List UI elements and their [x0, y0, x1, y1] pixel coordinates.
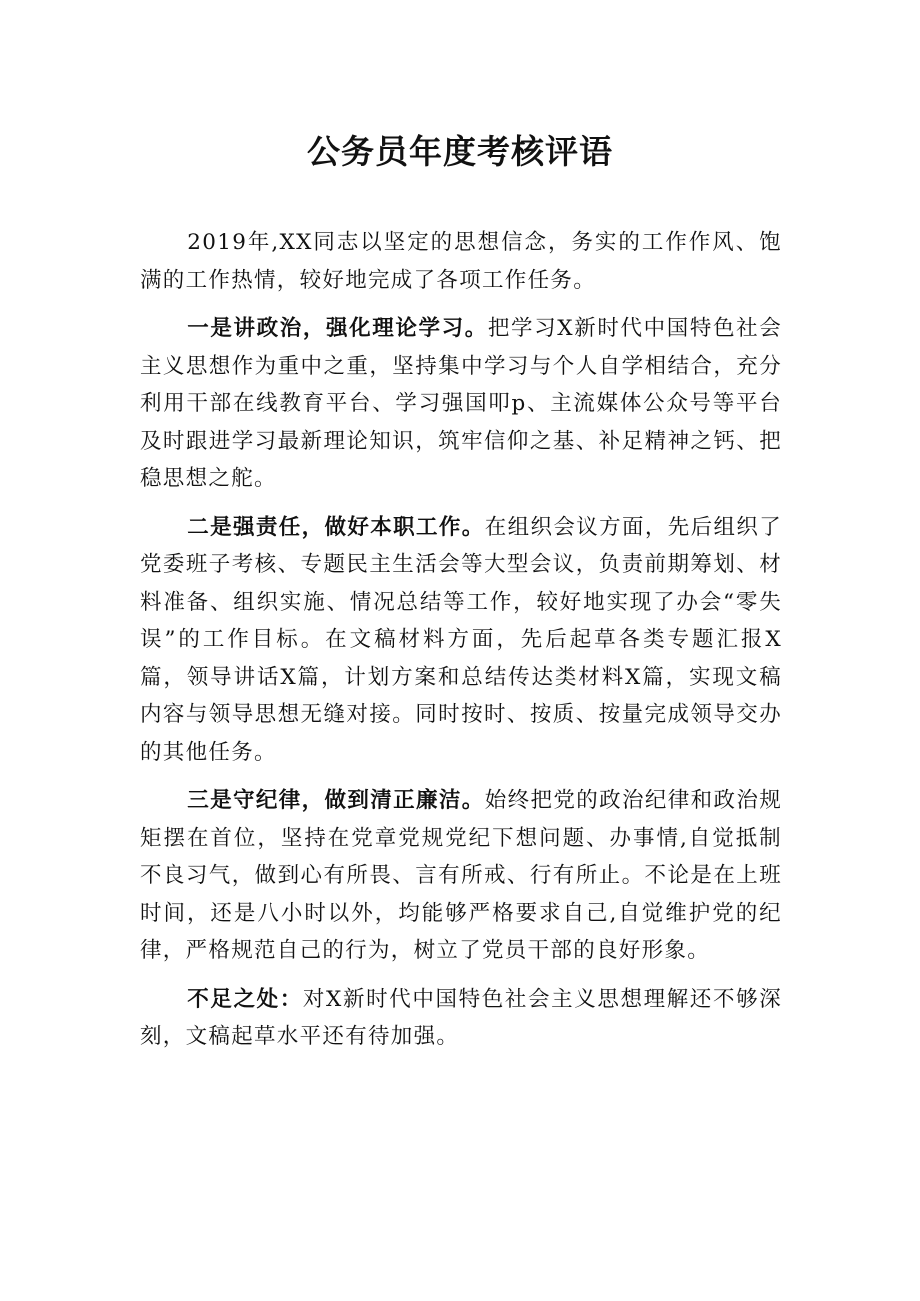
paragraph-lead: 三是守纪律，做到清正廉洁。 — [187, 788, 485, 813]
paragraph-responsibility — [140, 509, 782, 772]
paragraph-lead: 不足之处： — [187, 986, 303, 1012]
paragraph-text: 把学习X新时代中国特色社会主义思想作为重中之重，坚持集中学习与个人自学相结合，充分利用干部在线教育平台、学习强国叩p、主流媒体公众号等平台及时跟进学习最新理论知识，筑牢信仰之基、补足精神之钙、把稳思想之舵。 — [140, 316, 782, 491]
paragraph-shortcomings — [140, 981, 782, 1056]
paragraph-text: 在组织会议方面，先后组织了党委班子考核、专题民主生活会等大型会议，负责前期筹划、材料准备、组织实施、情况总结等工作，较好地实现了办会“零失误”的工作目标。在文稿材料方面，先后起草各类专题汇报X篇，领导讲话X篇，计划方案和总结传达类材料X篇，实现文稿内容与领导思想无缝对接。同时按时、按质、按量完成领导交办的其他任务。 — [140, 514, 782, 765]
paragraph-intro — [140, 224, 782, 299]
paragraph-politics — [140, 310, 782, 498]
paragraph-text: 对X新时代中国特色社会主义思想理解还不够深刻，文稿起草水平还有待加强。 — [140, 986, 782, 1049]
paragraph-lead: 二是强责任，做好本职工作。 — [187, 514, 485, 540]
paragraph-text: 始终把党的政治纪律和政治规矩摆在首位，坚持在党章党规党纪下想问题、办事情,自觉抵制不良习气，做到心有所畏、言有所戒、行有所止。不论是在上班时间，还是八小时以外，均能够严格要求自己,自觉维护党的纪律，严格规范自己的行为，树立了党员干部的良好形象。 — [140, 788, 782, 963]
document-title: 公务员年度考核评语 — [307, 132, 613, 171]
paragraph-discipline — [140, 782, 782, 970]
paragraph-text: 2019年,XX同志以坚定的思想信念，务实的工作作风、饱满的工作热情，较好地完成了各项工作任务。 — [140, 230, 782, 293]
document-body — [140, 224, 782, 1067]
paragraph-lead: 一是讲政治，强化理论学习。 — [187, 316, 488, 341]
